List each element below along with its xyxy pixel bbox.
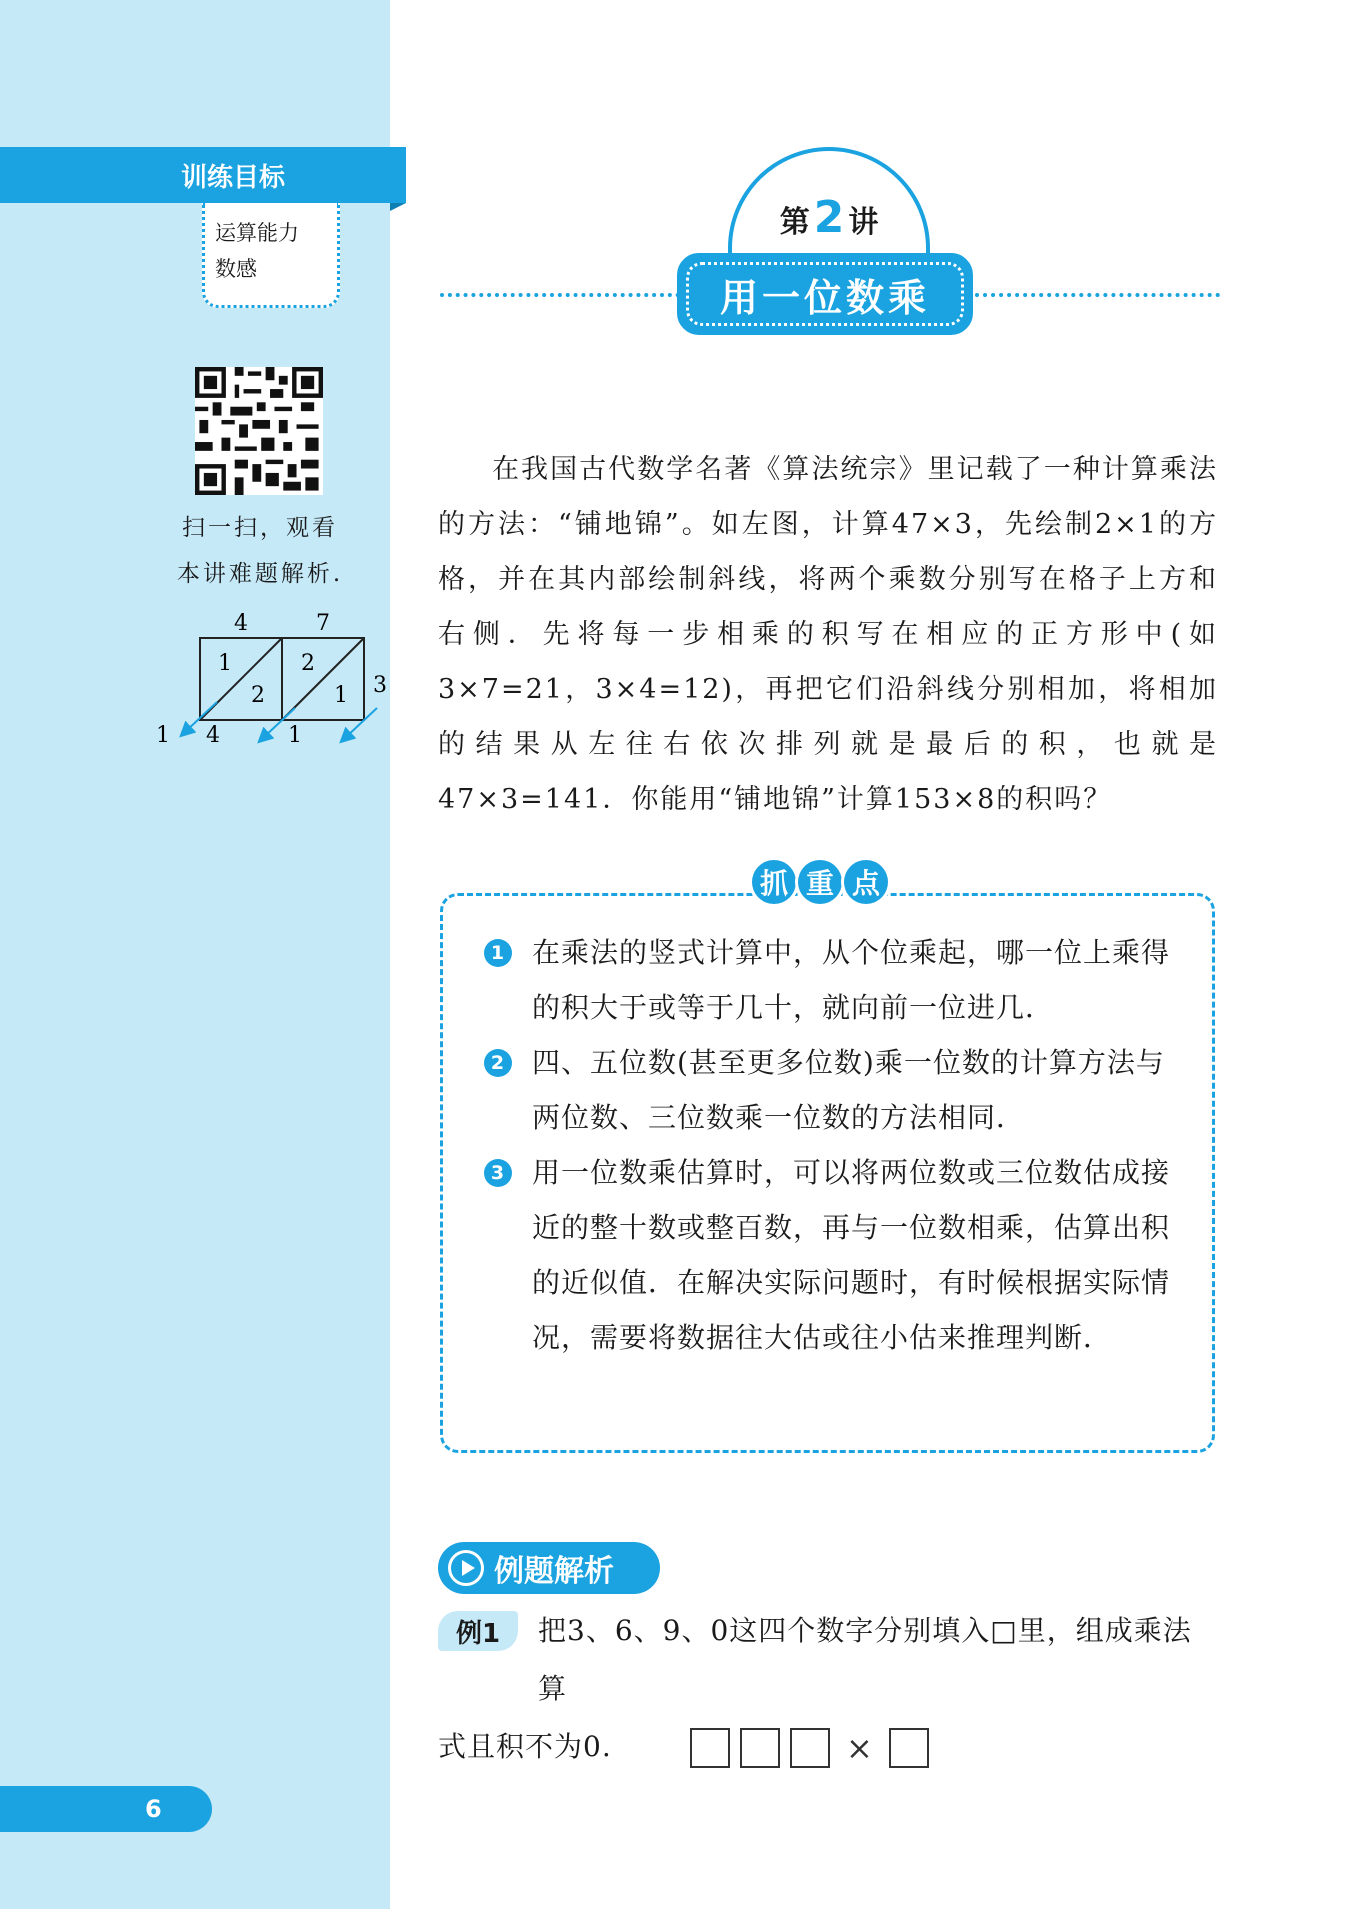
- answer-box[interactable]: [740, 1728, 780, 1768]
- lattice-bottom-digit: 1: [288, 723, 302, 748]
- training-goal-banner: [0, 147, 406, 203]
- badge-char: 抓: [752, 860, 796, 904]
- multiply-sign: ×: [846, 1729, 873, 1767]
- lecture-prefix: 第: [779, 205, 810, 240]
- lattice-top-digit: 7: [316, 611, 330, 636]
- example-label: 例1: [438, 1611, 518, 1651]
- goal-item: 数感: [215, 257, 257, 281]
- lecture-title-pill: [677, 253, 973, 335]
- badge-char: 重: [798, 860, 842, 904]
- key-point-item: [480, 1035, 1180, 1145]
- lattice-cell-upper: 2: [301, 651, 315, 676]
- training-goal-title: 训练目标: [180, 162, 285, 193]
- number-badge-icon: 1: [484, 939, 512, 967]
- header-dotted-line: [975, 293, 1220, 297]
- answer-box[interactable]: [889, 1728, 929, 1768]
- number-badge-icon: 2: [484, 1049, 512, 1077]
- answer-box[interactable]: [790, 1728, 830, 1768]
- goal-item: 运算能力: [215, 221, 299, 245]
- key-points-badge: [752, 860, 890, 904]
- lattice-bottom-digit: 1: [156, 723, 170, 748]
- qr-caption-line: 本讲难题解析.: [176, 561, 344, 587]
- example-text-line: 式且积不为0.: [438, 1730, 612, 1763]
- intro-paragraph: 在我国古代数学名著《算法统宗》里记载了一种计算乘法的方法：“铺地锦”。如左图，计算47×3，先绘制2×1的方格，并在其内部绘制斜线，将两个乘数分别写在格子上方和右侧．先将每一步相乘的积写在相应的正方形中(如3×7=21，3×4=12)，再把它们沿斜线分别相加，将相加的结果从左往右依次排列就是最后的积，也就是47×3=141．你能用“铺地锦”计算153×8的积吗？: [438, 454, 1218, 815]
- lattice-right-digit: 3: [373, 673, 387, 698]
- answer-box[interactable]: [690, 1728, 730, 1768]
- key-points-list: [480, 925, 1180, 1365]
- qr-caption: [160, 505, 360, 597]
- qr-caption-line: 扫一扫，观看: [182, 515, 338, 541]
- key-point-text: 四、五位数(甚至更多位数)乘一位数的计算方法与两位数、三位数乘一位数的方法相同．: [532, 1046, 1165, 1134]
- qr-code-icon[interactable]: [195, 367, 323, 495]
- lattice-bottom-digit: 4: [206, 723, 220, 748]
- training-goal-list: [202, 203, 340, 308]
- lattice-cell-upper: 1: [218, 651, 232, 676]
- example-section-header[interactable]: [438, 1542, 660, 1594]
- example-text-line: 把3、6、9、0这四个数字分别填入□里，组成乘法算: [538, 1614, 1192, 1705]
- lecture-suffix: 讲: [848, 205, 879, 240]
- page-number-tab: [0, 1786, 212, 1832]
- answer-boxes: [690, 1728, 939, 1768]
- key-point-item: [480, 925, 1180, 1035]
- number-badge-icon: 3: [484, 1159, 512, 1187]
- lecture-number-label: [728, 192, 930, 243]
- lattice-cell-lower: 2: [251, 683, 265, 708]
- lattice-top-digit: 4: [234, 611, 248, 636]
- header-dotted-line: [440, 293, 680, 297]
- lecture-number: 2: [813, 192, 845, 243]
- key-point-item: [480, 1145, 1180, 1365]
- play-icon[interactable]: [448, 1550, 484, 1586]
- lattice-multiplication-diagram: [145, 600, 390, 760]
- lattice-sum-arrow: [345, 708, 377, 738]
- lattice-cell-lower: 1: [334, 683, 348, 708]
- key-point-text: 用一位数乘估算时，可以将两位数或三位数估成接近的整十数或整百数，再与一位数相乘，估算出积的近似值．在解决实际问题时，有时候根据实际情况，需要将数据往大估或往小估来推理判断．: [532, 1156, 1171, 1354]
- intro-section: [438, 442, 1218, 827]
- key-point-text: 在乘法的竖式计算中，从个位乘起，哪一位上乘得的积大于或等于几十，就向前一位进几．: [532, 936, 1171, 1024]
- lecture-title: 用一位数乘: [686, 262, 964, 326]
- page-number: 6: [145, 1795, 162, 1823]
- badge-char: 点: [844, 860, 888, 904]
- example-section-title: 例题解析: [494, 1554, 614, 1589]
